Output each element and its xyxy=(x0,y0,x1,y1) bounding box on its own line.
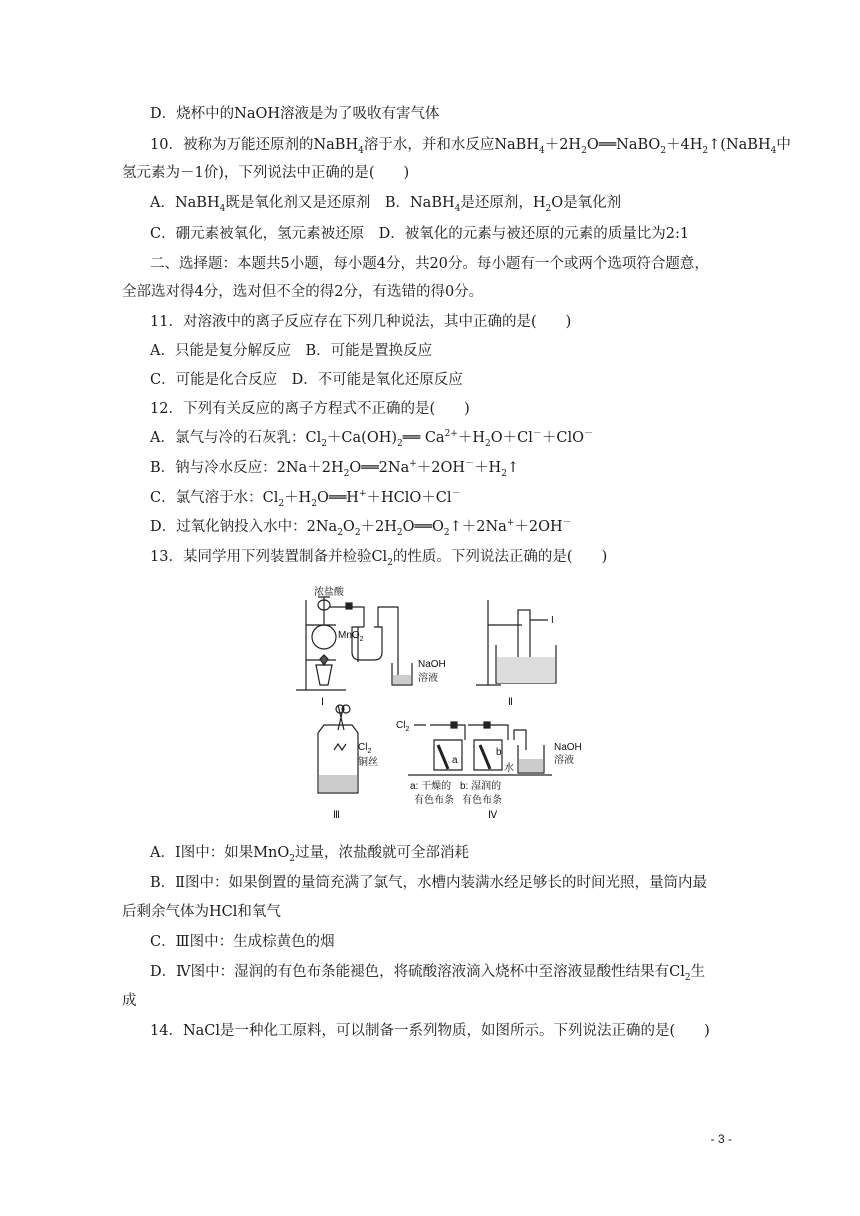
question-13: 13．某同学用下列装置制备并检验$Cl_2$的性质。下列说法正确的是( ) xyxy=(150,549,608,568)
option-13-a: A．Ⅰ图中：如果MnO$_2$过量，浓盐酸就可全部消耗 xyxy=(150,845,470,864)
question-11: 11．对溶液中的离子反应存在下列几种说法，其中正确的是( ) xyxy=(150,314,572,330)
option-11-ab: A．只能是复分解反应 B．可能是置换反应 xyxy=(150,343,433,359)
label-cl2-iii: $Cl_2$ xyxy=(358,742,372,755)
label-dry-2: 有色布条 xyxy=(414,795,454,806)
label-hcl: 浓盐酸 xyxy=(314,587,344,598)
apparatus-iii xyxy=(318,705,358,793)
apparatus-i xyxy=(296,597,412,690)
option-12-b: B．钠与冷水反应：$2Na+2H_2O══2Na^++2OH^-+H_2↑$ xyxy=(150,459,520,479)
label-solution-2: 溶液 xyxy=(554,755,574,766)
label-ii: Ⅱ xyxy=(508,697,513,708)
label-naoh-2: NaOH xyxy=(554,742,582,753)
label-iii: Ⅲ xyxy=(333,810,340,821)
option-10d-prev: D．烧杯中的NaOH溶液是为了吸收有害气体 xyxy=(150,106,440,122)
label-wet-1: b: 湿润的 xyxy=(460,781,502,792)
option-10-ab: A．NaBH$_4$既是氧化剂又是还原剂 B．NaBH$_4$是还原剂，$H_2O$是氧化剂 xyxy=(150,195,622,214)
option-12-c: C．氯气溶于水：$Cl_2+H_2O══H^++HClO+Cl^-$ xyxy=(150,489,461,509)
label-b: b xyxy=(496,747,502,758)
label-mno2: MnO$_2$ xyxy=(338,630,364,643)
apparatus-ii xyxy=(476,600,556,685)
apparatus-iv xyxy=(408,722,552,775)
label-a: a xyxy=(452,755,458,766)
option-13-d: D．Ⅳ图中：湿润的有色布条能褪色，将硫酸溶液滴入烧杯中至溶液显酸性结果有$Cl_2$生 xyxy=(150,964,706,983)
question-14: 14．NaCl是一种化工原料，可以制备一系列物质，如图所示。下列说法正确的是( ) xyxy=(150,1023,710,1039)
option-12-a: A．氯气与冷的石灰乳：$Cl_2+Ca(OH)_2══$ $Ca^{2+}+H_2O+Cl^-+ClO^-$ xyxy=(150,429,594,449)
question-10-cont: 氢元素为－1价)，下列说法中正确的是( ) xyxy=(122,165,410,181)
label-naoh-1: NaOH xyxy=(418,659,446,670)
question-10: 10．被称为万能还原剂的NaBH$_4$溶于水，并和水反应$NaBH_4+2H_2O══NaBO_2+4H_2↑(NaBH_4$中 xyxy=(150,137,791,156)
option-12-d: D．过氧化钠投入水中：$2Na_2O_2+2H_2O══O_2↑+2Na^++2OH^-$ xyxy=(150,518,572,538)
label-i: Ⅰ xyxy=(321,697,324,708)
apparatus-figure xyxy=(296,585,596,825)
option-13-b-cont: 后剩余气体为HCl和氧气 xyxy=(122,904,281,920)
section-2-heading-cont: 全部选对得4分，选对但不全的得2分，有选错的得0分。 xyxy=(122,284,484,300)
option-10-cd: C．硼元素被氧化，氢元素被还原 D．被氧化的元素与被还原的元素的质量比为2:1 xyxy=(150,226,690,242)
label-iv: Ⅳ xyxy=(488,810,498,821)
label-copper: 铜丝 xyxy=(358,757,378,768)
label-wet-2: 有色布条 xyxy=(462,795,502,806)
label-dry-1: a: 干燥的 xyxy=(410,781,452,792)
option-11-cd: C．可能是化合反应 D．不可能是氧化还原反应 xyxy=(150,372,463,388)
option-13-d-cont: 成 xyxy=(122,993,137,1009)
label-cl2-iv: $Cl_2$ xyxy=(396,720,410,733)
page-number: - 3 - xyxy=(710,1132,732,1146)
label-one: I xyxy=(551,615,554,626)
question-12: 12．下列有关反应的离子方程式不正确的是( ) xyxy=(150,401,470,417)
option-13-b: B．Ⅱ图中：如果倒置的量筒充满了氯气，水槽内装满水经足够长的时间光照，量筒内最 xyxy=(150,875,708,891)
option-13-c: C．Ⅲ图中：生成棕黄色的烟 xyxy=(150,934,335,950)
label-water: 水 xyxy=(504,763,514,774)
label-solution-1: 溶液 xyxy=(418,673,438,684)
section-2-heading: 二、选择题：本题共5小题，每小题4分，共20分。每小题有一个或两个选项符合题意， xyxy=(150,256,709,272)
